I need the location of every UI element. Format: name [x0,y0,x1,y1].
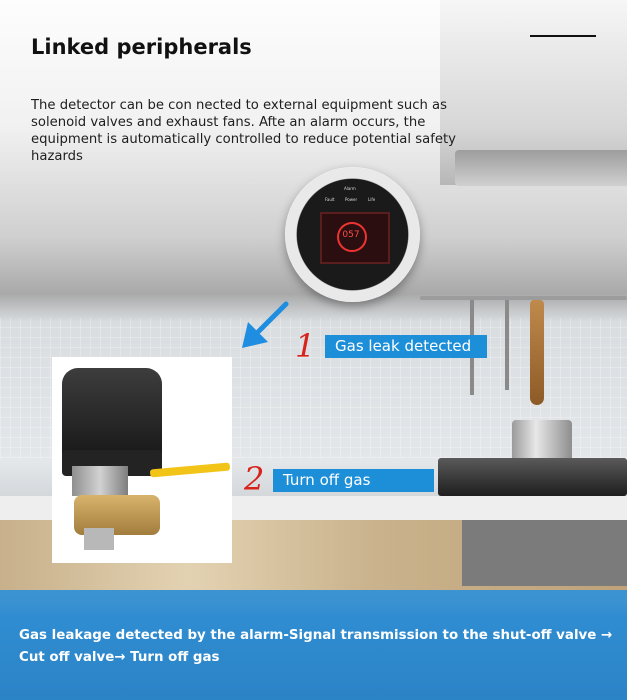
range-hood-rim [455,150,627,186]
step-2-label: Turn off gas [273,469,434,492]
decorative-line [530,35,596,37]
valve-clamp [84,528,114,550]
detector-label-alarm: Alarm [344,186,356,191]
detector-reading: 057 [342,230,360,240]
oven [462,520,627,586]
wooden-spoon [530,300,544,405]
step-1-number: 1 [295,327,316,365]
utensil [505,300,509,390]
valve-bracket [72,466,128,496]
description-text: The detector can be con nected to external equipment such as solenoid valves and exhaust fans. Afte an alarm occurs, the equipment is automatically controlled to reduce potential safety hazards [31,98,456,164]
step-2-number: 2 [244,460,265,498]
page-title: Linked peripherals [31,35,252,59]
step-1-label: Gas leak detected [325,335,487,358]
detector-label-life: Life [368,197,376,202]
utensil-rail [420,296,627,300]
arrow-icon [240,300,290,350]
detector-label-power: Power [345,197,358,202]
gas-stove [438,458,627,496]
footer-text: Gas leakage detected by the alarm-Signal transmission to the shut-off valve → Cut off valve→ Turn off gas [19,628,613,665]
detector-label-fault: Fault [325,197,335,202]
